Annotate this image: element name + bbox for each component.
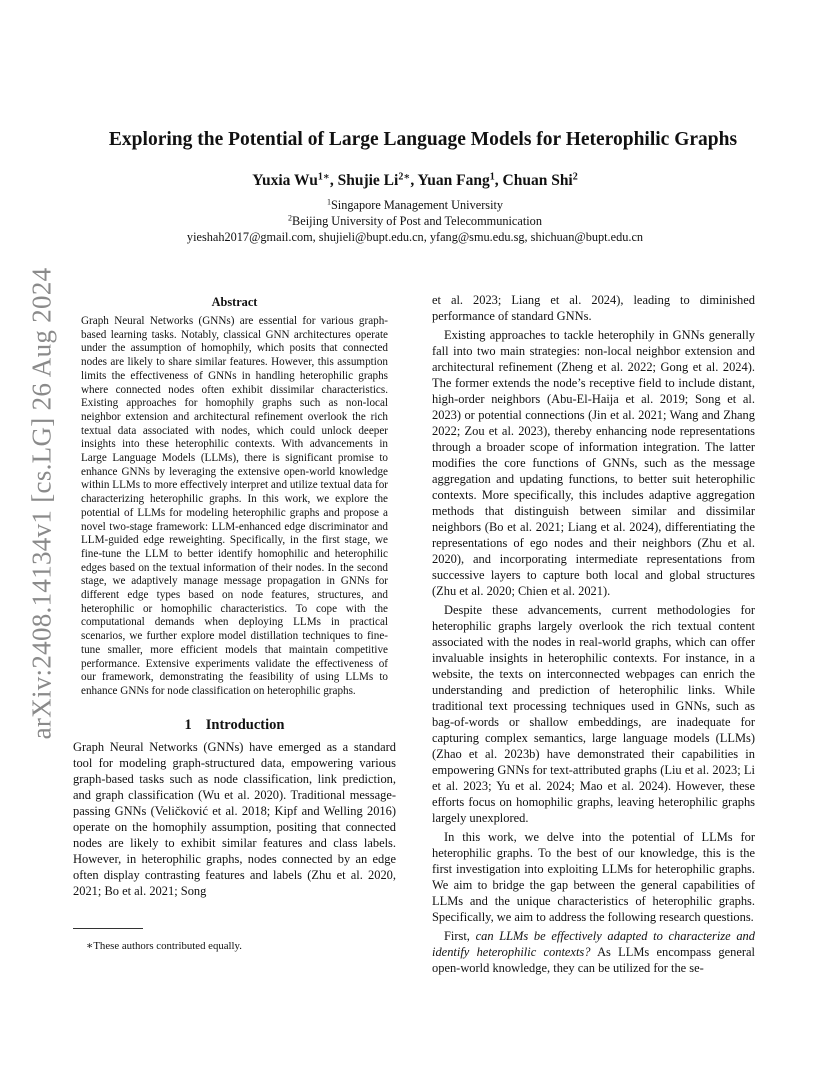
left-column [73, 294, 396, 899]
author-list: Yuxia $Wu^{1∗}$, Shujie $Li^{2∗}$, Yuan Fang$^1$, Chuan Shi$^2$ [252, 171, 578, 189]
affiliation [60, 213, 770, 229]
author-marker: 1∗ [317, 171, 330, 183]
affiliation-name: Singapore Management University [330, 198, 504, 212]
affiliation-name: Beijing University of Post and Telecommunication [292, 214, 542, 228]
section-number: 1 [184, 716, 192, 733]
section-heading-introduction [73, 717, 396, 733]
author-name: Yuan Fang [417, 172, 490, 189]
author-marker: 1 [489, 171, 495, 183]
affiliations [60, 197, 770, 245]
section-title: Introduction [205, 716, 285, 733]
author-marker: 2 [572, 171, 578, 183]
footnote-rule [73, 928, 143, 929]
arxiv-identifier-stamp [22, 267, 62, 739]
author-name: Chuan Shi [502, 172, 573, 189]
body-paragraph: Existing approaches to tackle heterophily in GNNs generally fall into two main strategies: non-local neighbor extension and architectural refinement (Zheng et al. 2022; Gong et al. 2024). The former extends the node’s receptive field to include distant, high-order neighbors (Abu-El-Haija et al. 2019; Song et al. 2023) or potential connections (Jin et al. 2021; Wang and Zhang 2022; Zou et al. 2023), thereby enhancing node representations through a broader scope of information integration. The latter modifies the core functions of GNNs, such as the message aggregation and updating functions, to better suit heterophilic contexts. More specifically, this includes adaptive aggregation methods that distinguish between similar and dissimilar neighbors (Bo et al. 2021; Liang et al. 2024), differentiating the representations of ego nodes and their neighbors (Zhu et al. 2020), and incorporating intermediate representations from successive layers to capture both local and global structures (Zhu et al. 2020; Chien et al. 2021). [432, 328, 755, 598]
author-marker: 2∗ [398, 171, 411, 183]
research-question: can LLMs be effectively adapted to characterize and identify heterophilic contexts? [432, 929, 755, 959]
abstract-text: Graph Neural Networks (GNNs) are essential for various graph-based learning tasks. Notably, classical GNN architectures operate under the assumption of homophily, which posits that connected nodes are likely to share similar features. However, this assumption limits the effectiveness of GNNs in handling heterophilic graphs where connected nodes often exhibit dissimilar characteristics. Existing approaches for homophily graphs such as non-local neighbor extension and architectural refinement overlook the rich textual data associated with nodes, which could unlock deeper insights into these heterophilic contexts. With advancements in Large Language Models (LLMs), there is significant promise to enhance GNNs by leveraging the extensive open-world knowledge within LLMs to more effectively interpret and utilize textual data for characterizing heterophilic graphs. In this work, we explore the potential of LLMs for modeling heterophilic graphs and propose a novel two-stage framework: LLM-enhanced edge discriminator and LLM-guided edge reweighting. Specifically, in the first stage, we fine-tune the LLM to better identify homophilic and heterophilic edges based on the textual information of their nodes. In the second stage, we adaptively manage message propagation in GNNs for different edge types based on node features, structures, and heterophilic or homophilic characteristics. To cope with the computational demands when deploying LLMs in practical scenarios, we further explore model distillation techniques to fine-tune smaller, more efficient models that maintain competitive performance. Extensive experiments validate the effectiveness of our framework, demonstrating the feasibility of using LLMs to enhance GNNs for node classification on heterophilic graphs. [81, 315, 388, 697]
author-name: Shujie Li [337, 172, 399, 189]
body-paragraph [432, 928, 755, 976]
right-column [432, 292, 755, 976]
arxiv-identifier: arXiv:2408.14134v1 [cs.LG] 26 Aug 2024 [26, 267, 57, 739]
author-emails: yieshah2017@gmail.com, shujieli@bupt.edu.cn, yfang@smu.edu.sg, shichuan@bupt.edu.cn [186, 230, 644, 244]
body-paragraph: et al. 2023; Liang et al. 2024), leading to diminished performance of standard GNNs. [432, 293, 755, 323]
footnote: ∗These authors contributed equally. [86, 940, 242, 952]
body-paragraph: Despite these advancements, current methodologies for heterophilic graphs largely overlook the rich textual content associated with the nodes in real-world graphs, which can offer invaluable insights in heterophilic contexts. For instance, in a website, the texts on interconnected webpages can enrich the understanding and prediction of heterophilic links. While traditional text processing techniques used in GNNs, such as bag-of-words or shallow embeddings, are inadequate for capturing complex semantics, large language models (LLMs) (Zhao et al. 2023b) have demonstrated their capabilities in empowering GNNs for text-attributed graphs (Liu et al. 2023; Li et al. 2023; Yu et al. 2024; Mao et al. 2024). However, these efforts focus on homophilic graphs, leaving heterophilic graphs largely unexplored. [432, 603, 755, 825]
intro-paragraph: Graph Neural Networks (GNNs) have emerged as a standard tool for modeling graph-structured data, empowering various graph-based tasks such as node classification, link prediction, and graph classification (Wu et al. 2020). Traditional message-passing GNNs (Veličković et al. 2018; Kipf and Welling 2016) operate on the homophily assumption, positing that connected nodes are likely to exhibit similar features and class labels. However, in heterophilic graphs, nodes connected by an edge often display contrasting features and labels (Zhu et al. 2020, 2021; Bo et al. 2021; Song [73, 739, 396, 898]
author-name: Yuxia Wu [252, 172, 318, 189]
paper-title: Exploring the Potential of Large Language Models for Heterophilic Graphs [108, 129, 738, 150]
text-run: First, [444, 929, 476, 943]
text-run: As LLMs encompass general open-world knowledge, they can be utilized for the se- [432, 945, 755, 975]
affiliation-marker: 1 [326, 197, 331, 207]
affiliation [60, 197, 770, 213]
abstract-heading: Abstract [211, 295, 258, 309]
affiliation-marker: 2 [288, 213, 293, 223]
body-paragraph: In this work, we delve into the potential of LLMs for heterophilic graphs. To the best of our knowledge, this is the first investigation into exploiting LLMs for heterophilic graphs. We aim to bridge the gap between the general capabilities of LLMs and the unique characteristics of heterophilic graphs. Specifically, we aim to address the following research questions. [432, 830, 755, 924]
